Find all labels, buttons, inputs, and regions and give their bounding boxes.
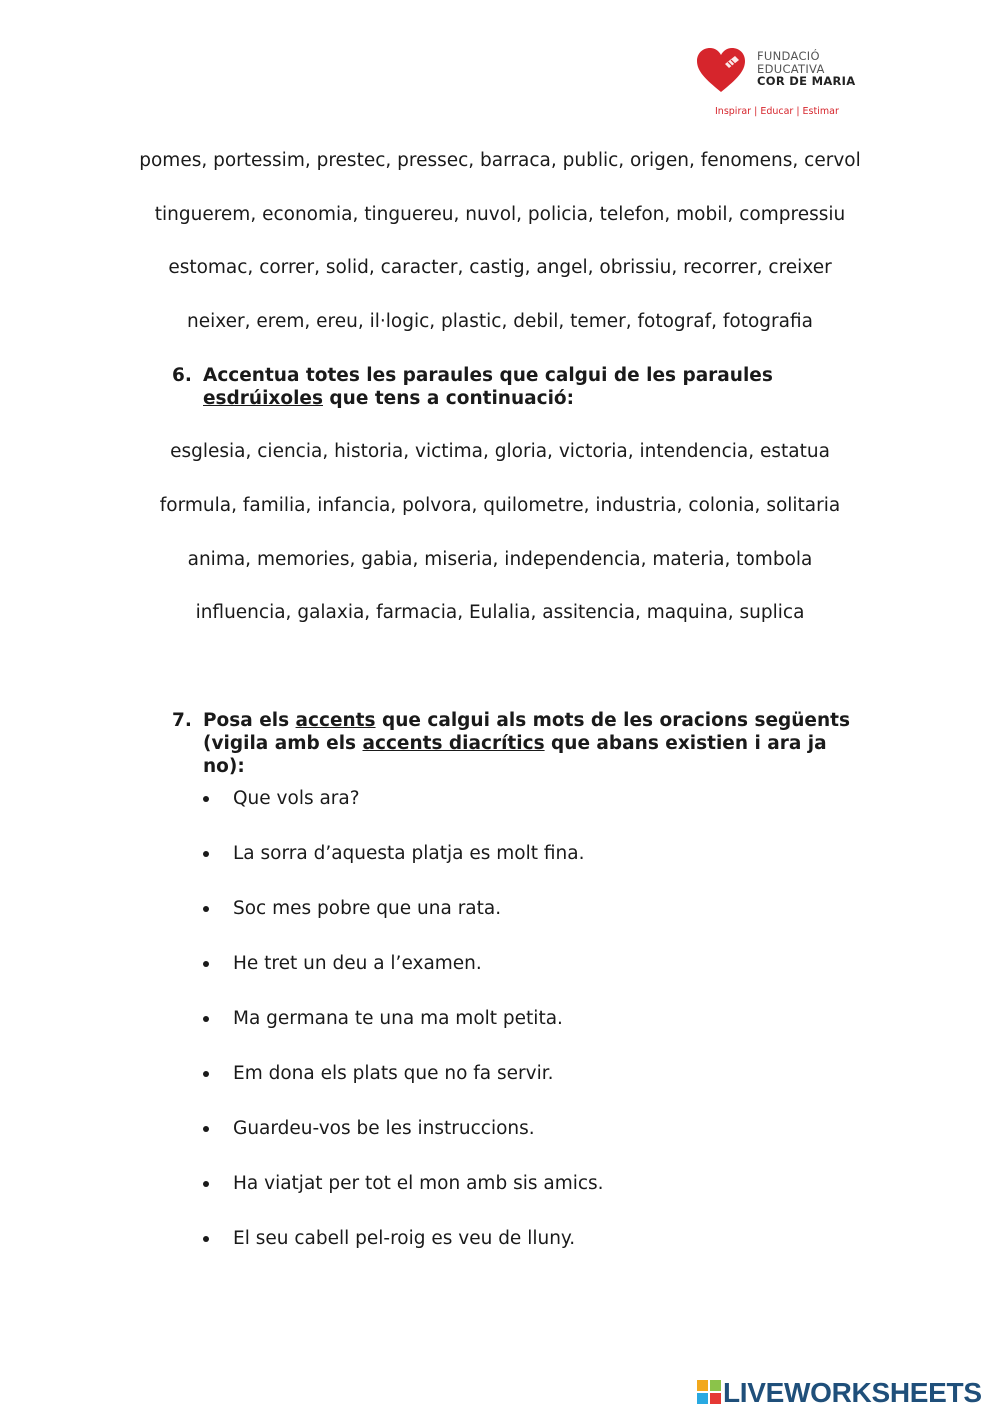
logo-tagline: Inspirar | Educar | Estimar	[715, 106, 839, 117]
word-line: estomac, correr, solid, caracter, castig, angel, obrissiu, recorrer, creixer	[168, 257, 832, 278]
logo-text: FUNDACIÓ EDUCATIVA COR DE MARIA	[757, 49, 856, 88]
question-text: Posa els accents que calgui als mots de les oracions següents (vigila amb els accents diacrítics que abans existien i ara ja no):	[203, 710, 851, 777]
question-number: 6.	[172, 365, 192, 386]
underlined-term: esdrúixoles	[203, 388, 323, 409]
question-text: Accentua totes les paraules que calgui de les paraules esdrúixoles que tens a continuació:	[203, 365, 773, 409]
word-line: influencia, galaxia, farmacia, Eulalia, assitencia, maquina, suplica	[195, 602, 805, 623]
word-line: anima, memories, gabia, miseria, independencia, materia, tombola	[187, 549, 813, 570]
bullet-icon	[203, 1071, 209, 1077]
word-line: tinguerem, economia, tinguereu, nuvol, policia, telefon, mobil, compressiu	[154, 204, 846, 225]
liveworksheets-badge-icon	[697, 1380, 721, 1404]
bullet-icon	[203, 851, 209, 857]
word-line: pomes, portessim, prestec, pressec, barraca, public, origen, fenomens, cervol	[139, 150, 861, 171]
bullet-icon	[203, 961, 209, 967]
underlined-term: accents diacrítics	[362, 733, 545, 754]
foundation-logo	[695, 44, 865, 124]
question-number: 7.	[172, 710, 192, 731]
bullet-icon	[203, 1236, 209, 1242]
bullet-icon	[203, 1016, 209, 1022]
liveworksheets-watermark	[697, 1377, 997, 1409]
bullet-icon	[203, 906, 209, 912]
word-line: esglesia, ciencia, historia, victima, gloria, victoria, intendencia, estatua	[170, 441, 830, 462]
word-line: neixer, erem, ereu, il·logic, plastic, debil, temer, fotograf, fotografia	[187, 311, 813, 332]
bullet-icon	[203, 1126, 209, 1132]
underlined-term: accents	[295, 710, 376, 731]
word-line: formula, familia, infancia, polvora, quilometre, industria, colonia, solitaria	[159, 495, 841, 516]
bullet-icon	[203, 796, 209, 802]
bullet-icon	[203, 1181, 209, 1187]
question-7	[172, 709, 872, 778]
question-6	[172, 364, 872, 410]
heart-logo-icon	[695, 46, 747, 94]
liveworksheets-brand: LIVEWORKSHEETS	[723, 1377, 982, 1408]
